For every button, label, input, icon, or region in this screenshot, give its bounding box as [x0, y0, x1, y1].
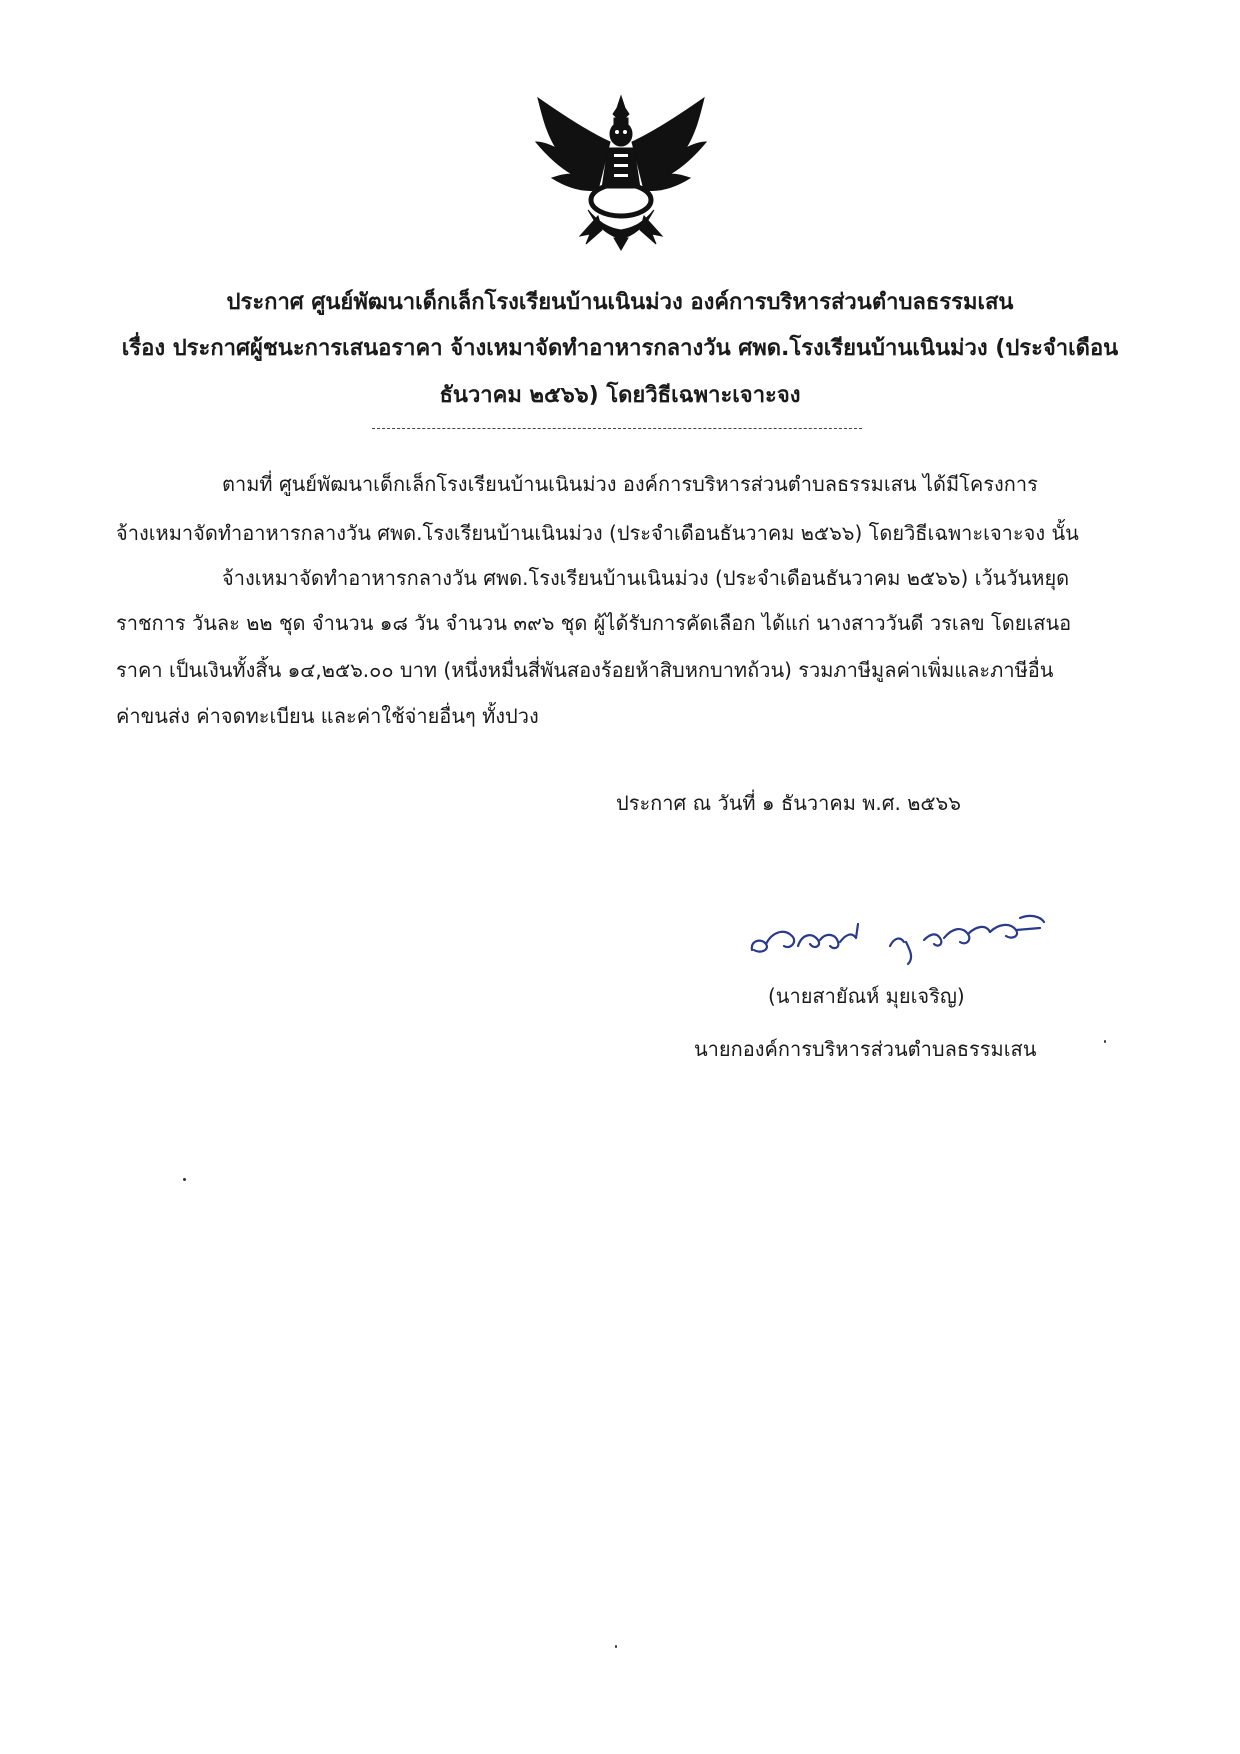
scan-speck [615, 1645, 617, 1648]
signer-name: (นายสายัณห์ มุยเจริญ) [768, 984, 965, 1008]
announcement-title-line-3: ธันวาคม ๒๕๖๖) โดยวิธีเฉพาะเจาะจง [439, 383, 801, 408]
announcement-title-line-2: เรื่อง ประกาศผู้ชนะการเสนอราคา จ้างเหมาจัดทำอาหารกลางวัน ศพด.โรงเรียนบ้านเนินม่วง (ประจำเดือน [121, 336, 1119, 361]
announcement-date: ประกาศ ณ วันที่ ๑ ธันวาคม พ.ศ. ๒๕๖๖ [616, 791, 961, 815]
body-paragraph-2-line-4: ค่าขนส่ง ค่าจดทะเบียน และค่าใช้จ่ายอื่นๆ ทั้งปวง [116, 704, 539, 728]
scan-speck [1104, 1040, 1106, 1043]
body-paragraph-2-line-3: ราคา เป็นเงินทั้งสิ้น ๑๔,๒๕๖.๐๐ บาท (หนึ่งหมื่นสี่พันสองร้อยห้าสิบหกบาทถ้วน) รวมภาษีมูลค่าเพิ่มและภาษีอื่น [116, 658, 1054, 682]
scan-speck [183, 1178, 186, 1181]
announcement-title-line-1: ประกาศ ศูนย์พัฒนาเด็กเล็กโรงเรียนบ้านเนินม่วง องค์การบริหารส่วนตำบลธรรมเสน [226, 290, 1014, 315]
body-paragraph-2-line-1: จ้างเหมาจัดทำอาหารกลางวัน ศพด.โรงเรียนบ้านเนินม่วง (ประจำเดือนธันวาคม ๒๕๖๖) เว้นวันหยุด [222, 566, 1070, 590]
handwritten-signature [740, 888, 1060, 968]
body-paragraph-1-line-1: ตามที่ ศูนย์พัฒนาเด็กเล็กโรงเรียนบ้านเนินม่วง องค์การบริหารส่วนตำบลธรรมเสน ได้มีโครงการ [222, 472, 1038, 496]
body-paragraph-2-line-2: ราชการ วันละ ๒๒ ชุด จำนวน ๑๘ วัน จำนวน ๓๙๖ ชุด ผู้ได้รับการคัดเลือก ได้แก่ นางสาววันดี วรเลข โดยเสนอ [116, 611, 1072, 635]
body-paragraph-1-line-2: จ้างเหมาจัดทำอาหารกลางวัน ศพด.โรงเรียนบ้านเนินม่วง (ประจำเดือนธันวาคม ๒๕๖๖) โดยวิธีเฉพาะเจาะจง นั้น [116, 521, 1079, 545]
dashed-divider [372, 428, 862, 429]
signer-position: นายกองค์การบริหารส่วนตำบลธรรมเสน [694, 1037, 1037, 1061]
garuda-emblem-icon [528, 92, 714, 252]
